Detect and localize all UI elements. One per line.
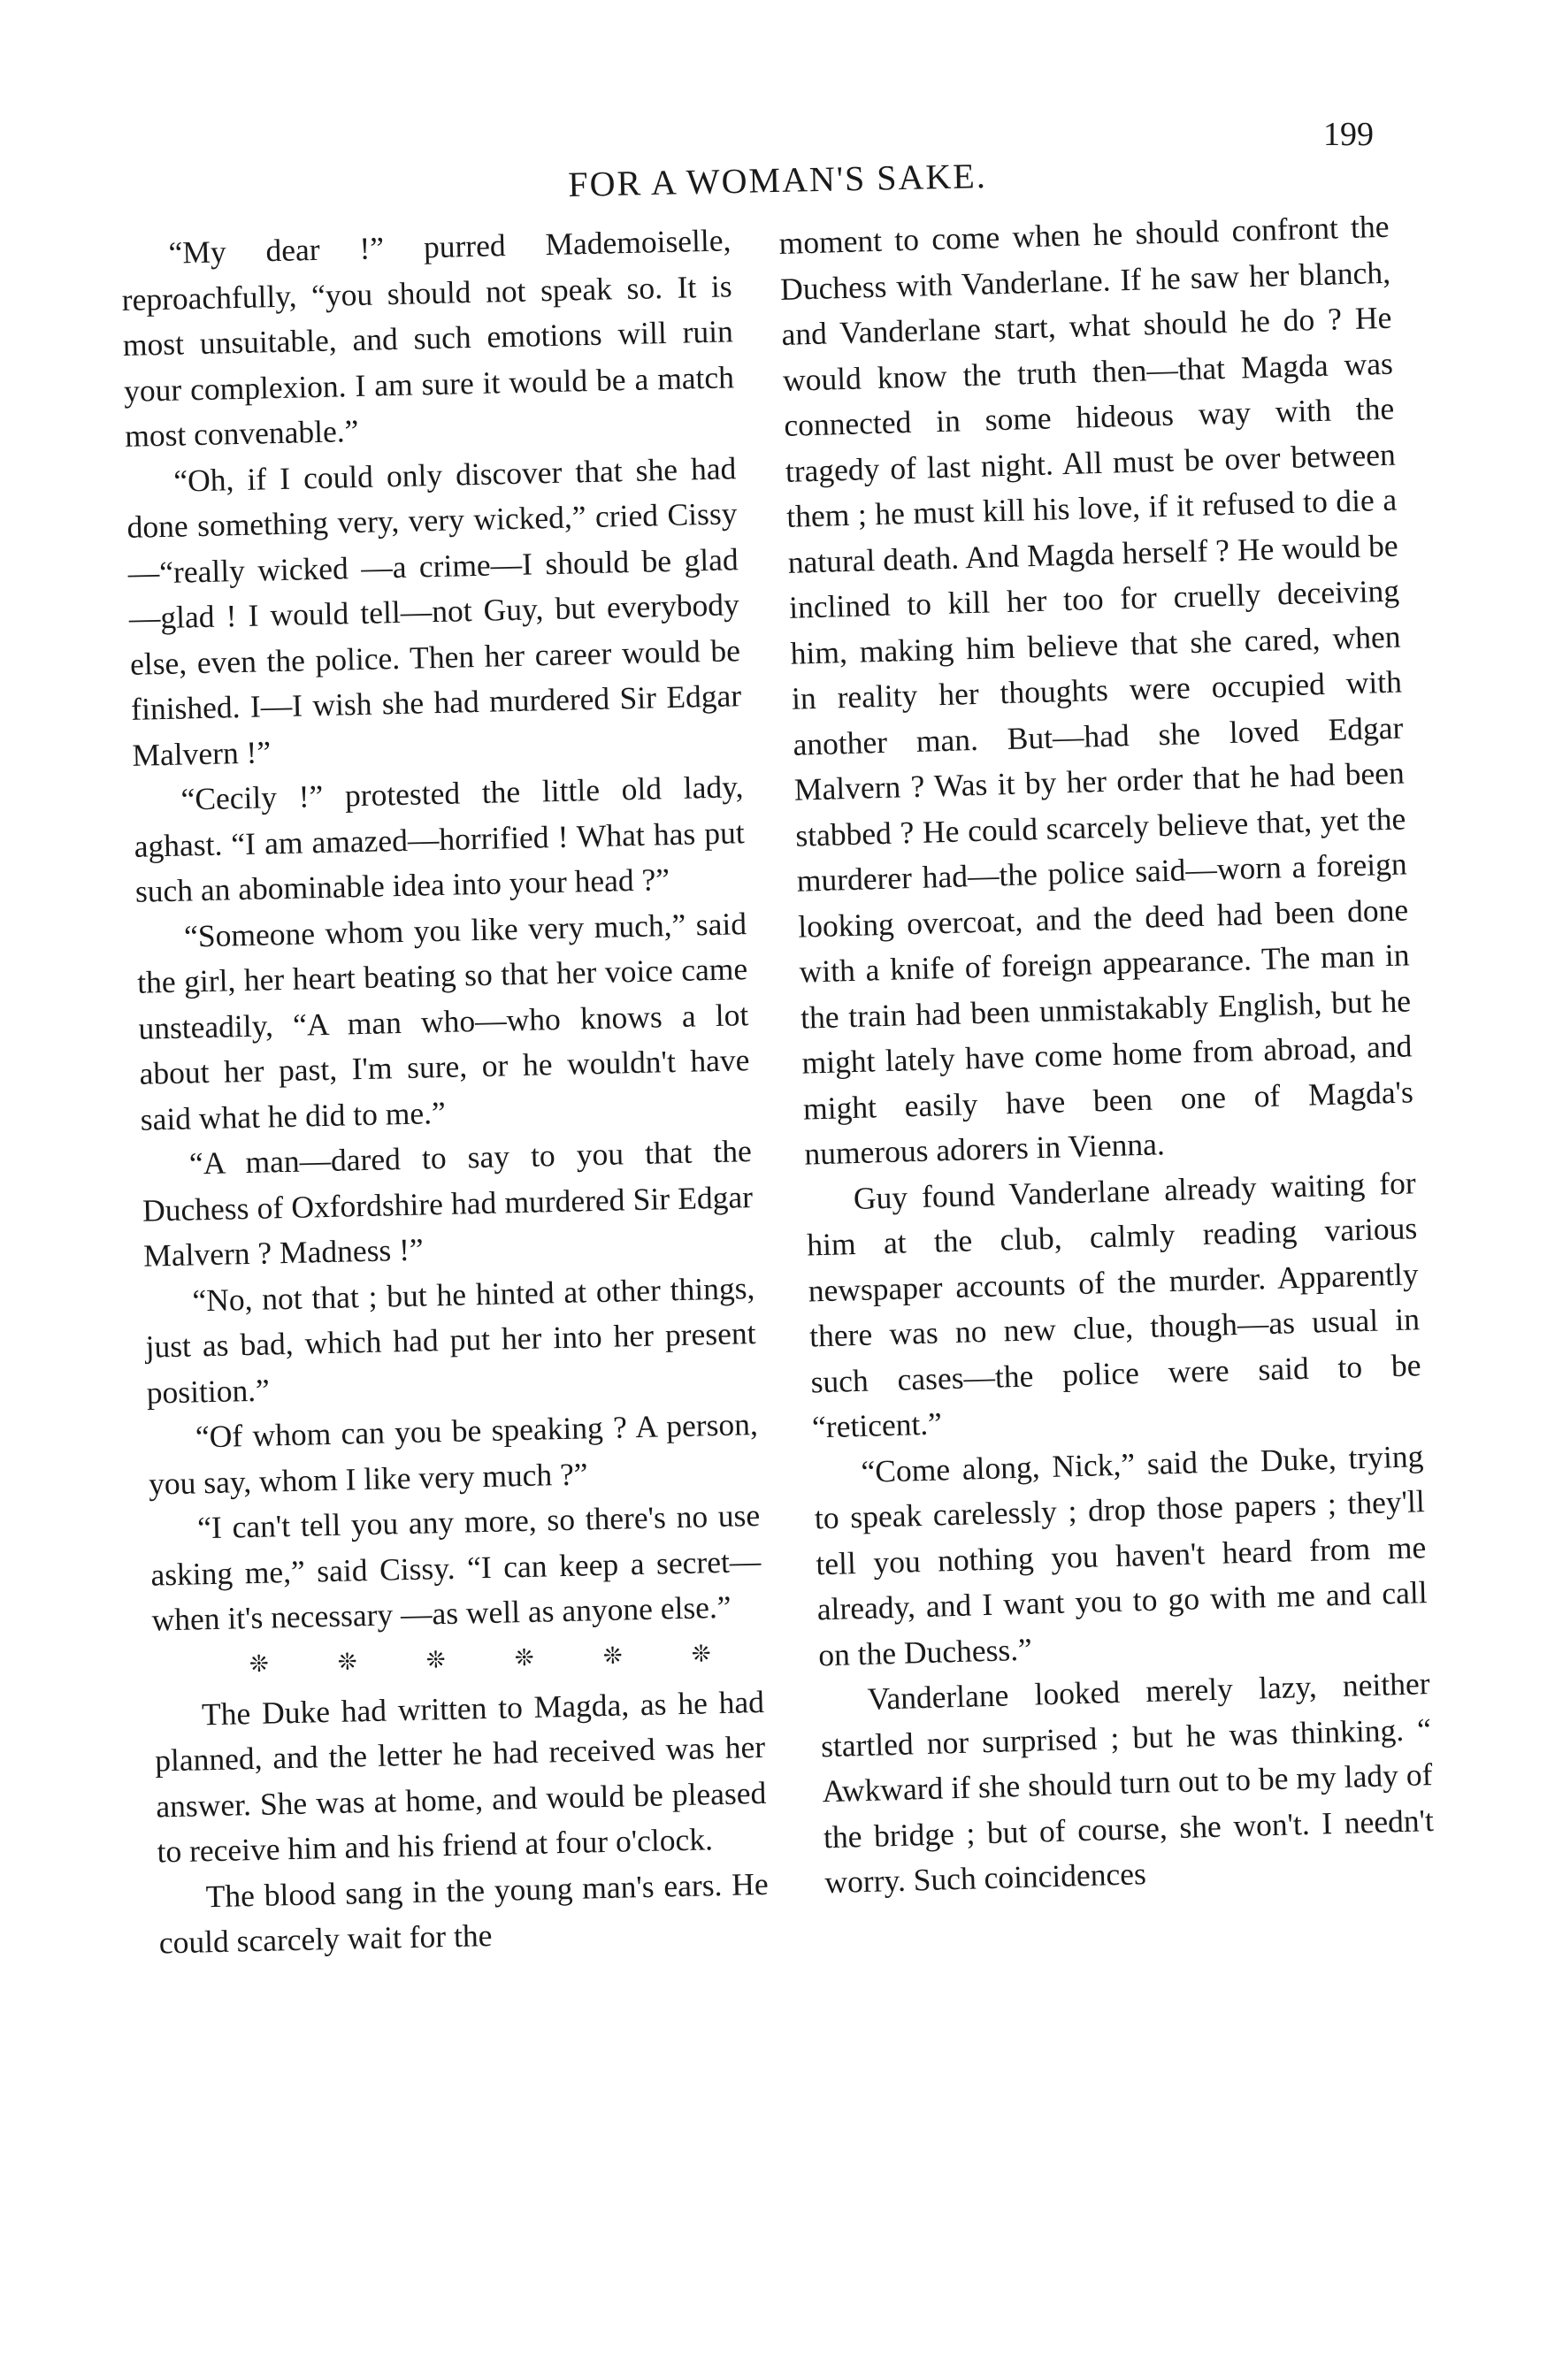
paragraph: “A man—dared to say to you that the Duchess of Oxfordshire had murdered Sir Edgar Malvern ? Madness !” — [142, 1133, 754, 1274]
running-title: FOR A WOMAN'S SAKE. — [567, 156, 988, 204]
ornament-asterisk: ❊ — [691, 1640, 711, 1667]
paragraph: “No, not that ; but he hinted at other things, just as bad, which had put her into her present position.” — [145, 1269, 756, 1411]
ornament-asterisk: ❊ — [425, 1646, 446, 1673]
paragraph: “My dear !” purred Mademoiselle, reproachfully, “you should not speak so. It is most unsuitable, and such emotions will ruin your complexion. I am sure it would be a match most convenable.” — [121, 222, 735, 454]
paragraph: The blood sang in the young man's ears. He could scarcely wait for the — [158, 1865, 770, 1961]
ornament-asterisk: ❊ — [514, 1644, 534, 1671]
section-break — [214, 1635, 746, 1683]
paragraph: The Duke had written to Magda, as he had planned, and the letter he had received was her answer. She was at home, and would be pleased to receive him and his friend at four o'clock. — [154, 1683, 767, 1870]
ornament-asterisk: ❊ — [602, 1642, 623, 1669]
paragraph: Guy found Vanderlane already waiting for him at the club, calmly reading various newspaper accounts of the murder. Apparently there was no new clue, though—as usual in such cases—the police were said to be “reticent.” — [806, 1164, 1421, 1445]
paragraph: “I can't tell you any more, so there's no use asking me,” said Cissy. “I can keep a secret—when it's necessary —as well as anyone else.” — [149, 1496, 762, 1638]
paragraph: “Oh, if I could only discover that she had done something very, very wicked,” cried Cissy—“really wicked —a crime—I should be glad—glad ! I would tell—not Guy, but everybody else, even the police. Then her career would be finished. I—I wish she had murdered Sir Edgar Malvern !” — [126, 449, 742, 773]
right-column — [778, 204, 1436, 1906]
left-column — [120, 218, 770, 1966]
paragraph: Vanderlane looked merely lazy, neither startled nor surprised ; but he was thinking. “ Awkward if she should turn out to be my lady of the bridge ; but of course, she won't. I needn't worry. Such coincidences — [820, 1665, 1435, 1901]
ornament-asterisk: ❊ — [249, 1650, 269, 1677]
paragraph: “Come along, Nick,” said the Duke, trying to speak carelessly ; drop those papers ; they'll tell you nothing you haven't heard from me already, and I want you to go with me and call on the Duchess.” — [814, 1437, 1429, 1672]
paragraph: “Cecily !” protested the little old lady, aghast. “I am amazed—horrified ! What has put such an abominable idea into your head ?” — [134, 769, 746, 909]
page-number: 199 — [1323, 116, 1374, 153]
paragraph: moment to come when he should confront the Duchess with Vanderlane. If he saw her blanch, and Vanderlane start, what should he do ? He would know the truth then—that Magda was connected in some hideous way with the tragedy of last night. All must be over between them ; he must kill his love, if it refused to die a natural death. And Magda herself ? He would be inclined to kill her too for cruelly deceiving him, making him believe that she cared, when in reality her thoughts were occupied with another man. But—had she loved Edgar Malvern ? Was it by her order that he had been stabbed ? He could scarcely believe that, yet the murderer had—the police said—worn a foreign looking overcoat, and the deed had been done with a knife of foreign appearance. The man in the train had been unmistakably English, but he might lately have come home from abroad, and might easily have been one of Magda's numerous adorers in Vienna. — [778, 208, 1414, 1172]
ornament-asterisk: ❊ — [337, 1648, 357, 1675]
paragraph: “Of whom can you be speaking ? A person, you say, whom I like very much ?” — [148, 1405, 759, 1502]
paragraph: “Someone whom you like very much,” said the girl, her heart beating so that her voice came unsteadily, “A man who—who knows a lot about her past, I'm sure, or he wouldn't have said what he did to me.” — [136, 905, 750, 1137]
